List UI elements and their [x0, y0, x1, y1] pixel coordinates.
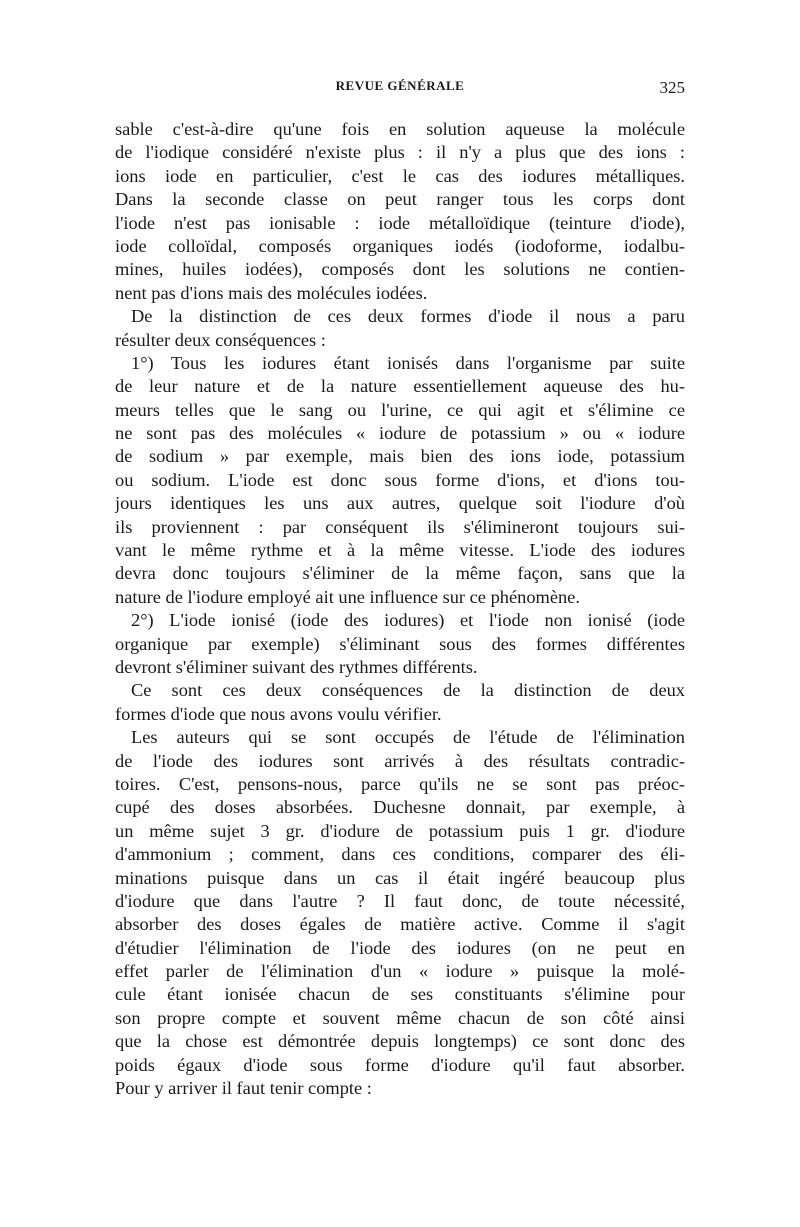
text-line: vant le même rythme et à la même vitesse. L'iode des iodures: [115, 540, 685, 561]
text-line: formes d'iode que nous avons voulu vérifier.: [115, 703, 442, 724]
text-line: de l'iode des iodures sont arrivés à des résultats contradic-: [115, 750, 685, 771]
text-line: nature de l'iodure employé ait une influence sur ce phénomène.: [115, 586, 580, 607]
text-line: de sodium » par exemple, mais bien des ions iode, potassium: [115, 446, 685, 467]
text-line: ne sont pas des molécules « iodure de potassium » ou « iodure: [115, 423, 685, 444]
text-line: de leur nature et de la nature essentiellement aqueuse des hu-: [115, 376, 685, 397]
text-line: poids égaux d'iode sous forme d'iodure qu'il faut absorber.: [115, 1054, 685, 1075]
text-line: Pour y arriver il faut tenir compte :: [115, 1078, 372, 1099]
running-head: [115, 78, 685, 100]
text-line: cule étant ionisée chacun de ses constituants s'élimine pour: [115, 984, 685, 1005]
text-line: devra donc toujours s'éliminer de la même façon, sans que la: [115, 563, 685, 584]
text-line: toires. C'est, pensons-nous, parce qu'ils ne se sont pas préoc-: [115, 773, 685, 794]
text-line: résulter deux conséquences :: [115, 329, 326, 350]
text-line: ions iode en particulier, c'est le cas des iodures métalliques.: [115, 165, 685, 186]
text-line: 2°) L'iode ionisé (iode des iodures) et l'iode non ionisé (iode: [131, 610, 685, 631]
body-text: [115, 118, 685, 1100]
text-line: son propre compte et souvent même chacun de son côté ainsi: [115, 1007, 685, 1028]
text-line: sable c'est-à-dire qu'une fois en solution aqueuse la molécule: [115, 119, 685, 139]
text-line: devront s'éliminer suivant des rythmes différents.: [115, 656, 478, 677]
text-line: minations puisque dans un cas il était ingéré beaucoup plus: [115, 867, 685, 888]
text-line: ou sodium. L'iode est donc sous forme d'ions, et d'ions tou-: [115, 469, 685, 490]
text-line: d'étudier l'élimination de l'iode des iodures (on ne peut en: [115, 937, 685, 958]
text-line: jours identiques les uns aux autres, quelque soit l'iodure d'où: [115, 493, 685, 514]
text-line: Ce sont ces deux conséquences de la distinction de deux: [131, 680, 685, 701]
text-line: mines, huiles iodées), composés dont les solutions ne contien-: [115, 259, 685, 280]
text-line: d'iodure que dans l'autre ? Il faut donc, de toute nécessité,: [115, 890, 685, 911]
text-line: Les auteurs qui se sont occupés de l'étude de l'élimination: [131, 727, 685, 748]
text-line: ils proviennent : par conséquent ils s'élimineront toujours sui-: [115, 516, 685, 537]
page-number: 325: [659, 78, 685, 97]
text-line: l'iode n'est pas ionisable : iode métalloïdique (teinture d'iode),: [115, 212, 685, 233]
text-line: 1°) Tous les iodures étant ionisés dans l'organisme par suite: [131, 352, 685, 373]
text-line: effet parler de l'élimination d'un « iodure » puisque la molé-: [115, 961, 685, 982]
text-line: que la chose est démontrée depuis longtemps) ce sont donc des: [115, 1031, 685, 1052]
text-line: meurs telles que le sang ou l'urine, ce qui agit et s'élimine ce: [115, 399, 685, 420]
text-line: Dans la seconde classe on peut ranger tous les corps dont: [115, 189, 685, 210]
running-title: REVUE GÉNÉRALE: [335, 78, 465, 93]
text-line: absorber des doses égales de matière active. Comme il s'agit: [115, 914, 685, 935]
text-line: de l'iodique considéré n'existe plus : il n'y a plus que des ions :: [115, 142, 685, 163]
text-line: iode colloïdal, composés organiques iodés (iodoforme, iodalbu-: [115, 235, 685, 256]
text-line: nent pas d'ions mais des molécules iodées.: [115, 282, 428, 303]
text-line: organique par exemple) s'éliminant sous des formes différentes: [115, 633, 685, 654]
text-line: De la distinction de ces deux formes d'iode il nous a paru: [131, 306, 685, 327]
text-line: un même sujet 3 gr. d'iodure de potassium puis 1 gr. d'iodure: [115, 820, 685, 841]
text-line: cupé des doses absorbées. Duchesne donnait, par exemple, à: [115, 797, 685, 818]
text-line: d'ammonium ; comment, dans ces conditions, comparer des éli-: [115, 844, 685, 865]
